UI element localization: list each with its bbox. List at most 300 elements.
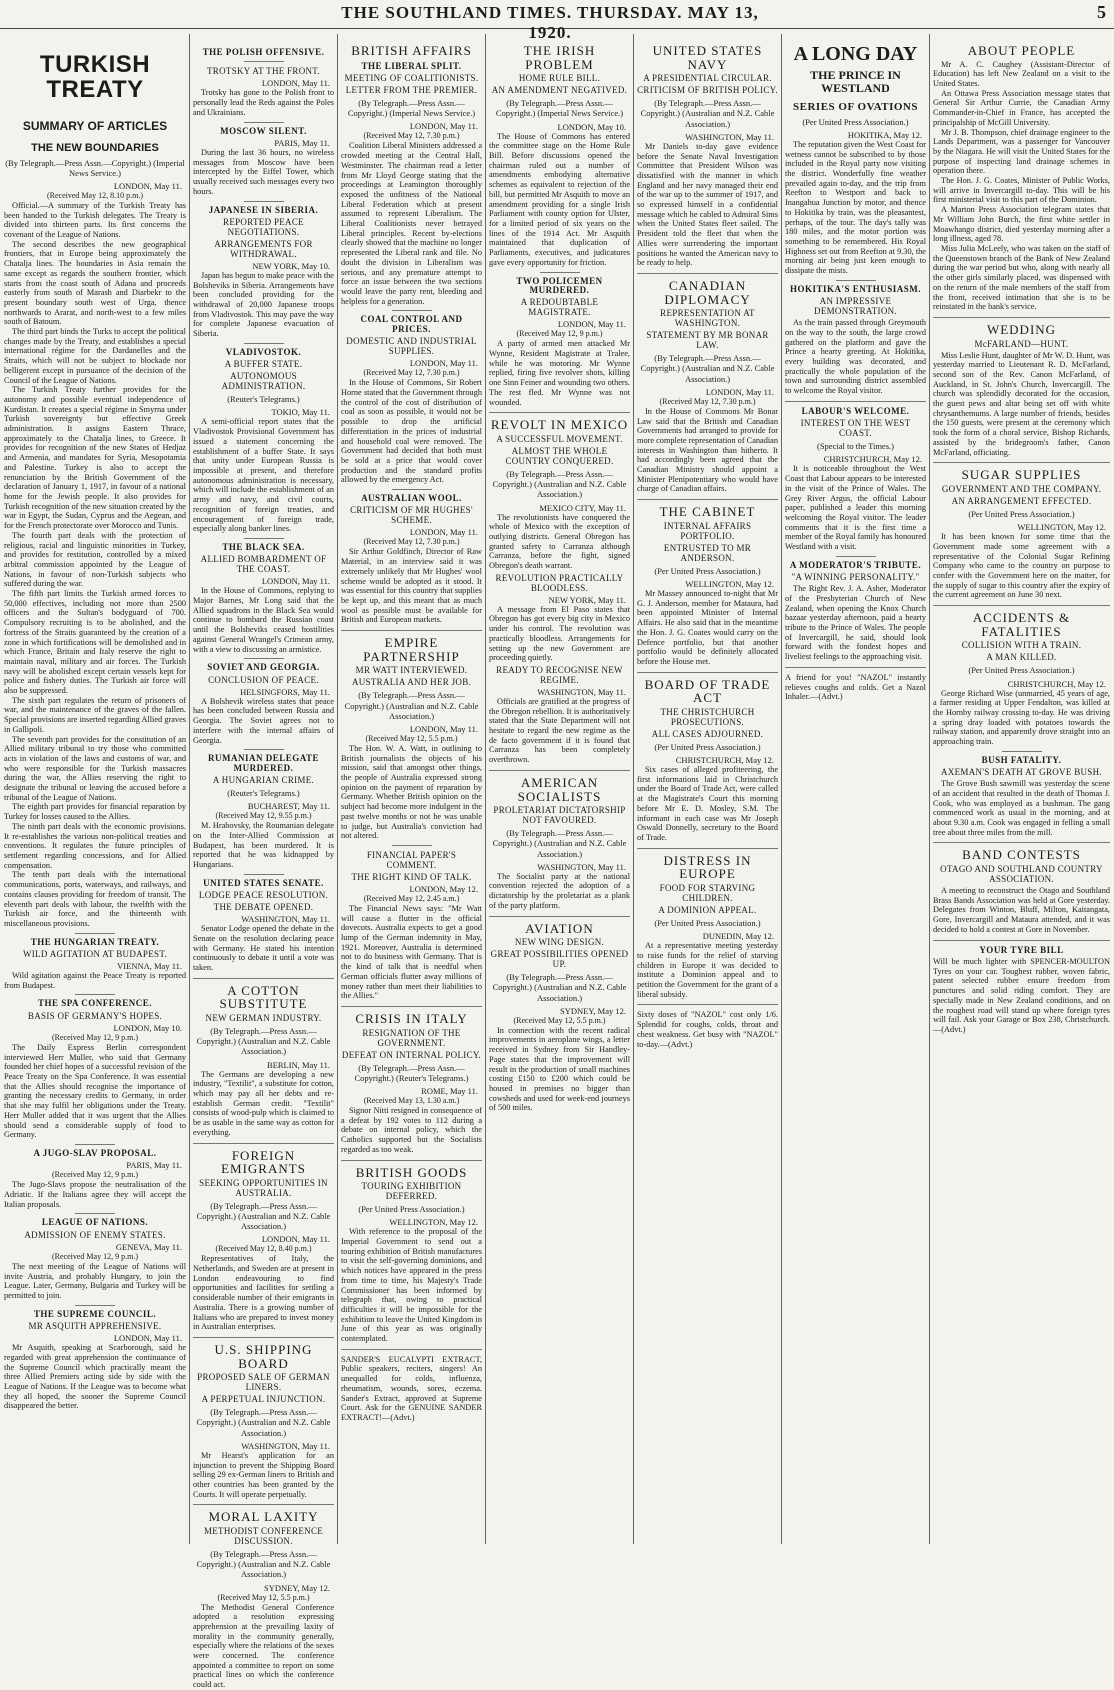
column-rule xyxy=(781,34,782,1544)
section-head: MORAL LAXITY xyxy=(208,1509,319,1525)
divider xyxy=(489,412,630,413)
divider xyxy=(75,994,115,995)
source-line: (Special to the Times.) xyxy=(817,441,894,452)
received-line: (Received May 12, 9 p.m.) xyxy=(52,1251,138,1261)
dateline: WELLINGTON, May 12. xyxy=(1017,522,1106,533)
divider xyxy=(637,273,778,274)
section-subhead: GREAT POSSIBILITIES OPENED UP. xyxy=(490,949,629,970)
divider xyxy=(637,1004,778,1005)
section-subhead: COLLISION WITH A TRAIN. xyxy=(961,640,1082,651)
paragraph: An Ottawa Press Association message states that General Sir Arthur Currie, the Canadian Army Commander-in-Chief in France, has accepted the principalship of McGill University. xyxy=(933,88,1110,127)
section-subhead: THE DEBATE OPENED. xyxy=(213,902,314,913)
paragraph: Official.—A summary of the Turkish Treaty has been handed to the Turkish delegates. The Treaty is divided into thirteen parts. Its first concerns the covenant of the League of Nations. xyxy=(4,200,186,239)
paragraph: The fifth part limits the Turkish armed forces to 50,000 effectives, including not more than 2500 officers and the Sultan's bodyguard of 700. Compulsory recruiting is to be abolished, and the fortress of the Straits guaranteed by the creation of a zone in which fortifications will be demolished and in which France, Britain and Italy reserve the right to maintain naval, military and air forces. The Turkish navy will be abolished except certain vessels kept for police and fishery duties. The Turkish air force will also be suppressed. xyxy=(4,589,186,696)
divider xyxy=(193,978,334,979)
paragraph: The Right Rev. J. A. Asher, Moderator of the Presbyterian Church of New Zealand, when opening the Knox Church bazaar yesterday afternoon, paid a hearty tribute to the Prince of Wales. The people of Invercargill, he said, should look forward with the fondest hopes and liveliest feelings to the approaching visit. xyxy=(785,584,926,662)
divider xyxy=(933,605,1110,606)
divider xyxy=(933,462,1110,463)
advertisement: Will be much lighter with SPENCER-MOULTON Tyres on your car. Toughest rubber, woven fabric, patent selected rubber ensure freedom from punctures and solid riding comfort. They are specially made in New Zealand conditions, and on the roughest road will stand up where foreign tyres will fail. Ask your Garage or Box 238, Christchurch.—(Advt.) xyxy=(933,956,1110,1034)
dateline: SYDNEY, May 12. xyxy=(264,1582,330,1593)
section-subhead: "A WINNING PERSONALITY." xyxy=(791,572,920,583)
paragraph: In connection with the recent radical improvements in aeroplane wings, a letter received in Sydney from Sir Handley-Page states that the improvement will result in the production of small machines costing £150 to £200 which could be housed in premises no bigger than cowsheds and used for week-end journeys of 500 miles. xyxy=(489,1025,630,1113)
dateline: LONDON, May 10. xyxy=(557,121,626,132)
source-line: (By Telegraph.—Press Assn.—Copyright.) (Australian and N.Z. Cable Association.) xyxy=(196,1200,331,1232)
column-rule xyxy=(485,34,486,1544)
dateline: WASHINGTON, May 11. xyxy=(241,914,330,925)
masthead-title: THE SOUTHLAND TIMES. THURSDAY. MAY 13, 1920. xyxy=(341,3,759,42)
dateline: WASHINGTON, May 11. xyxy=(241,1440,330,1451)
divider xyxy=(637,499,778,500)
divider xyxy=(392,845,432,846)
paragraph: The Turkish Treaty further provides for the autonomy and possible eventual independence of Kurdistan. It creates a special régime in Smyrna under Turkish sovereignty but effective Greek administration. It assigns Eastern Thrace, approximately to the Chatalja lines, to Greece. It provides for recognition of the new States of Hedjaz and Armenia, and mandates for Syria, Mesopotamia and Palestine. Turkey is also to accept the renunciation by the British Government of the declaration of January 1, 1917, in favour of a national home for the Jewish people. It also provides for Turkish recognition of the new situation created by the war in Egypt, the Sudan, Cyprus and the Aegean, and for the French protectorate over Morocco and Tunis. xyxy=(4,385,186,531)
received-line: (Received May 12, 9.55 p.m.) xyxy=(215,811,312,821)
dateline: CHRISTCHURCH, May 12. xyxy=(823,454,922,465)
divider xyxy=(244,749,284,750)
paragraph: At a representative meeting yesterday to raise funds for the relief of starving children in Europe it was decided to institute a Dominion appeal and to petition the Government for the grant of a liberal subsidy. xyxy=(637,941,778,999)
paragraph: A semi-official report states that the Vladivostok Provisional Government has issued a statement concerning the establishment of a buffer State. It says that unity under European Russia is impossible at present, and therefore autonomous administration is necessary, which will include the establishment of an army and navy, and civil courts, recognition of foreign treaties, and encouragement of foreign trade, especially along banker lines. xyxy=(193,417,334,534)
dateline: BERLIN, May 11. xyxy=(267,1059,330,1070)
paragraph: Mr Massey announced to-night that Mr G. J. Anderson, member for Mataura, had been appointed Minister of Internal Affairs. He also said that in the meantime the Hon. J. G. Coates would carry on the Defence portfolio, but that another portfolio would be definitely allocated before the House met. xyxy=(637,588,778,666)
paragraph: The reputation given the West Coast for wetness cannot be subscribed to by those included in the Royal party now visiting the district. Wonderfully fine weather prevailed again to-day, and the trip from Reefton to Westport and back to Inangahua Junction by motor, and thence to Hokitika by train, was the pleasantest, perhaps, of the tour. The day's tally was 180 miles, and the motor portion was something to be remembered. His Royal Highness set out from Reefton at 9.30, the morning air being just keen enough to dissipate the mists. xyxy=(785,139,926,276)
dateline: LONDON, May 11. xyxy=(261,576,330,587)
section-subhead: CONCLUSION OF PEACE. xyxy=(208,674,319,685)
column-2 xyxy=(193,34,334,1690)
section-subhead: CRITICISM OF BRITISH POLICY. xyxy=(637,85,778,96)
paragraph: The Socialist party at the national convention rejected the adoption of a dictatorship by the proletariat as a plank of the party platform. xyxy=(489,871,630,910)
advertisement: A friend for you! "NAZOL" instantly relieves coughs and colds. Get a Nazol Inhaler.—(Advt.) xyxy=(785,672,926,702)
section-subhead: THE RIGHT KIND OF TALK. xyxy=(351,871,472,882)
section-subhead: NEW GERMAN INDUSTRY. xyxy=(205,1013,322,1024)
paragraph: George Richard Wise (unmarried, 45 years of age, a farmer residing at Upper Fendalton, was killed at the Hornby railway crossing to-day. He was driving a spring dray loaded with potatoes towards the railway station, and apparently drove straight into an approaching train. xyxy=(933,688,1110,747)
source-line: (By Telegraph.—Press Assn.—Copyright.) (Australian and N.Z. Cable Association.) xyxy=(492,828,627,859)
divider xyxy=(933,317,1110,318)
paragraph: In the House of Commons, replying to Major Barnes, Mr Long said that the Allied squadrons in the Black Sea would continue to bombard the Russian coast until the Bolsheviks ceased hostilities against General Wrangel's Crimean army, with a view to discussing an armistice. xyxy=(193,586,334,654)
source-line: (By Telegraph.—Press Assn.—Copyright.) (Imperial News Service.) xyxy=(347,98,476,119)
section-subhead: AN ARRANGEMENT EFFECTED. xyxy=(951,495,1092,506)
paragraph: The seventh part provides for the constitution of an Allied military tribunal to try those who committed acts in violation of the laws and customs of war, and who were responsible for the Turkish massacres during the war, the Allies reserving the right to designate the tribunal or leaving the accused before a tribunal of the League of Nations. xyxy=(4,734,186,802)
column-rule xyxy=(633,34,634,1544)
dateline: LONDON, May 11. xyxy=(261,78,330,89)
section-subhead: REPRESENTATION AT WASHINGTON. xyxy=(660,308,755,329)
dateline: GENEVA, May 11. xyxy=(115,1241,182,1252)
advertisement: Sixty doses of "NAZOL" cost only 1/6. Splendid for coughs, colds, throat and chest weakness. Get busy with "NAZOL" to-day.—(Advt.) xyxy=(637,1010,778,1049)
paragraph: A Marton Press Association telegram states that Mr William John Burch, the first white settler in Moawhango district, died yesterday morning after a long illness, aged 78. xyxy=(933,205,1110,244)
section-head: THE SUPREME COUNCIL. xyxy=(33,1308,157,1319)
dateline: WELLINGTON, May 12. xyxy=(685,578,774,589)
paragraph: The Germans are developing a new industry, "Textilit", a substitute for cotton, which may pay all her debts and re-establish German credit. "Textilit" consists of wood-pulp which is claimed to be as usable in the same way as cotton for everything. xyxy=(193,1069,334,1137)
received-line: (Received May 12, 9 p.m.) xyxy=(52,1032,138,1042)
section-subhead: AUTONOMOUS ADMINISTRATION. xyxy=(221,371,306,392)
divider xyxy=(785,401,926,402)
divider xyxy=(341,1160,482,1161)
section-subhead: HOME RULE BILL. xyxy=(518,73,601,84)
divider xyxy=(341,630,482,631)
received-line: (Received May 12, 9 p.m.) xyxy=(52,1170,138,1180)
paragraph: It has been known for some time that the Government made some agreement with a representative of the Colonial Sugar Refining Company who came to the country on purpose to confer with the Government here on the matter, for the supply of sugar to this country after the expiry of the current agreement on June 30 next. xyxy=(933,532,1110,600)
section-subhead: TOURING EXHIBITION DEFERRED. xyxy=(361,1181,462,1202)
source-line: (By Telegraph.—Press Assn.—Copyright.) (Reuter's Telegrams.) xyxy=(354,1062,469,1083)
received-line: (Received May 12, 5.5 p.m.) xyxy=(513,1015,606,1025)
section-head: THE SPA CONFERENCE. xyxy=(37,998,153,1009)
section-head: WEDDING xyxy=(986,321,1057,337)
column-7 xyxy=(933,34,1110,1544)
dateline: LONDON, May 11. xyxy=(113,180,182,191)
section-subhead: MR WATT INTERVIEWED. xyxy=(355,665,468,676)
section-subhead: A MAN KILLED. xyxy=(986,652,1057,663)
source-line: (Per United Press Association.) xyxy=(654,917,761,928)
dateline: HELSINGFORS, May 11. xyxy=(240,686,330,697)
divider xyxy=(392,489,432,490)
paragraph: With reference to the proposal of the Imperial Government to send out a touring exhibition of British manufactures to visit the self-governing dominions, and which notices have appeared in the press from time to time, his Majesty's Trade Commissioner has been informed by telegraph that, owing to practical difficulties it will be impossible for the exhibition to leave the United Kingdom in June of this year as was originally contemplated. xyxy=(341,1227,482,1344)
section-head: BOARD OF TRADE ACT xyxy=(644,676,771,706)
section-subhead: A HUNGARIAN CRIME. xyxy=(212,775,315,786)
advertisement: SANDER'S EUCALYPTI EXTRACT, Public speakers, reciters, singers! An unequalled for colds, influenza, rheumatism, wounds, sores, eczema. Sander's Extract, approved at Supreme Court. Ask for the GENUINE SANDER EXTRACT!—(Advt.) xyxy=(341,1354,482,1422)
section-subhead: THE LIBERAL SPLIT. xyxy=(361,60,462,71)
section-subhead: ENTRUSTED TO MR ANDERSON. xyxy=(663,542,752,563)
section-subhead: MR ASQUITH APPREHENSIVE. xyxy=(28,1321,162,1332)
paragraph: Signor Nitti resigned in consequence of a defeat by 192 votes to 112 during a debate on internal policy, which the Catholics supported but the Socialists regarded as too weak. xyxy=(341,1106,482,1154)
paragraph: Miss Leslie Hunt, daughter of Mr W. D. Hunt, was yesterday married to Lieutenant R. D. McFarland, second son of the Rev. Canon McFarland, of Auckland, in St. John's Church, Invercargill. The church was splendidly decorated for the occasion, the guest pews and altar being set off with white chrysanthemums. A large number of friends, besides the 150 guests, were present at the ceremony which took the form of a choral service, Bishop Richards, assisted by the bridegroom's father, Canon McFarland, officiating. xyxy=(933,350,1110,457)
section-subhead: ALL CASES ADJOURNED. xyxy=(651,728,764,739)
section-subhead: METHODIST CONFERENCE DISCUSSION. xyxy=(203,1526,324,1546)
subheadline: SERIES OF OVATIONS xyxy=(793,101,918,114)
paragraph: The revolutionists have conquered the whole of Mexico with the exception of outlying districts. General Obregon has granted safety to Carranza although Carranza, before the fight, signed Obregon's death warrant. xyxy=(489,512,630,571)
paragraph: Mr A. C. Caughey (Assistant-Director of Education) has left New Zealand on a visit to the United States. xyxy=(933,59,1110,89)
paragraph: Wild agitation against the Peace Treaty is reported from Budapest. xyxy=(4,971,186,990)
source-line: (Reuter's Telegrams.) xyxy=(227,394,300,405)
paragraph: A message from El Paso states that Obregon has got every big city in Mexico under his control. The revolution was practically bloodless. Arrangements for setting up the new Government are proceeding quietly. xyxy=(489,604,630,663)
paragraph: M. Hrabovsky, the Roumanian delegate on the Inter-Allied Commission at Budapest, has been murdered. It is reported that he was kidnapped by Hungarians. xyxy=(193,821,334,870)
section-head: A COTTON SUBSTITUTE xyxy=(219,982,308,1012)
dateline: WASHINGTON, May 11. xyxy=(537,861,626,872)
dateline: LONDON, May 11. xyxy=(409,358,478,369)
section-subhead: ALMOST THE WHOLE COUNTRY CONQUERED. xyxy=(505,445,614,466)
divider xyxy=(193,1143,334,1144)
divider xyxy=(244,201,284,202)
dateline: PARIS, May 11. xyxy=(126,1160,182,1171)
divider xyxy=(244,122,284,123)
section-subhead: ADMISSION OF ENEMY STATES. xyxy=(24,1229,166,1240)
divider xyxy=(933,940,1110,941)
divider xyxy=(341,1349,482,1350)
paragraph: The Financial News says: "Mr Watt will cause a flutter in the official dovecots. Australia expects to get a good lump of the German indemnity in May, 1921. Moreover, Australia is determined not to do business with Germany. That is the kind of talk that is needful when German officials flutter away millions of money rather than meet their liabilities to the Allies." xyxy=(341,903,482,1001)
section-subhead: McFARLAND—HUNT. xyxy=(974,338,1069,349)
paragraph: Mr Daniels to-day gave evidence before the Senate Naval Investigation Committee that President Wilson was dissatisfied with the manner in which England and her navy managed their end of the war up to the summer of 1917, and so expressed himself in a confidential message which he cabled to Admiral Sims when the United States fleet sailed. The President told the fleet that when the Allies were surrendering the important positions he wanted the American navy to be ready to help. xyxy=(637,141,778,268)
section-subhead: SEEKING OPPORTUNITIES IN AUSTRALIA. xyxy=(199,1177,328,1198)
dateline: WELLINGTON, May 12. xyxy=(389,1217,478,1228)
paragraph: Six cases of alleged profiteering, the first informations laid in Christchurch under the Board of Trade Act, were called at the Magistrate's Court this morning before Mr E. D. Mosley, S.M. The informant in each case was Mr Joseph Oswald Donnelly, secretary to the Board of Trade. xyxy=(637,765,778,842)
section-head: ACCIDENTS & FATALITIES xyxy=(972,610,1071,639)
source-line: (Per United Press Association.) xyxy=(358,1204,465,1215)
dateline: CHRISTCHURCH, May 12. xyxy=(1007,678,1106,689)
column-rule xyxy=(337,34,338,1544)
dateline: NEW YORK, May 10. xyxy=(252,260,330,271)
section-subhead: REPORTED PEACE NEGOTIATIONS. xyxy=(223,216,304,237)
section-subhead: PROPOSED SALE OF GERMAN LINERS. xyxy=(197,1372,330,1393)
divider xyxy=(244,538,284,539)
section-subhead: ALLIED BOMBARDMENT OF THE COAST. xyxy=(200,554,327,575)
section-head: ABOUT PEOPLE xyxy=(967,43,1076,58)
paragraph: The House of Commons has entered the committee stage on the Home Rule Bill. Before discussions opened the chairman ruled out a number of amendments embodying alternative schemes as equivalent to rejection of the bill, but permitted Mr Asquith to move an amendment providing for a single Irish Parliament with county option for Ulster, for a limited period of six years on the lines of the 1914 Act. Mr Asquith maintained that duplication of Parliaments, executives, and judicatures gave every opportunity for friction. xyxy=(489,131,630,267)
section-subhead: AXEMAN'S DEATH AT GROVE BUSH. xyxy=(941,767,1102,778)
column-3 xyxy=(341,34,482,1544)
received-line: (Received May 12, 8.10 p.m.) xyxy=(47,190,143,200)
section-head: TWO POLICEMEN MURDERED. xyxy=(516,275,603,295)
paragraph: The Hon. W. A. Watt, in outlining to British journalists the objects of his mission, said that amongst other things, the people of Australia expressed strong opinion on the payment of reparation by Germany. Whether British opinion on the subject had become more indulgent in the past twelve months or not he was unable to judge, but Australia's conviction had not altered. xyxy=(341,743,482,841)
source-line: (Per United Press Association.) xyxy=(968,665,1075,676)
section-head: THE IRISH PROBLEM xyxy=(523,43,596,72)
received-line: (Received May 12, 7.30 p.m.) xyxy=(363,537,460,547)
dateline: ROME, May 11. xyxy=(421,1086,478,1096)
section-head: BRITISH AFFAIRS xyxy=(351,43,472,58)
received-line: (Received May 12, 5.5 p.m.) xyxy=(365,733,458,743)
section-head: THE HUNGARIAN TREATY. xyxy=(30,936,160,947)
section-subhead: TROTSKY AT THE FRONT. xyxy=(207,66,320,77)
section-head: FOREIGN EMIGRANTS xyxy=(221,1147,306,1177)
column-rule xyxy=(189,34,190,1544)
paragraph: In the House of Commons, Sir Robert Horne stated that the Government through the control of the cost of distribution of coal as soon as possible, it would not be possible to drop the artificial differentiation in the prices of industrial and household coal were removed. The Government had decided that both must be sold at a price that would cover production and the standard profits allowed by the emergency Act. xyxy=(341,378,482,485)
section-subhead: GOVERNMENT AND THE COMPANY. xyxy=(941,483,1102,494)
source-line: (By Telegraph.—Press Assn.—Copyright.) (Australian and N.Z. Cable Association.) xyxy=(640,98,775,129)
dateline: VIENNA, May 11. xyxy=(117,961,182,972)
dateline: SYDNEY, May 12. xyxy=(560,1005,626,1016)
section-head: CRISIS IN ITALY xyxy=(355,1010,468,1026)
divider xyxy=(540,272,580,273)
source-line: (By Telegraph.—Press Assn.—Copyright.) (Imperial News Service.) xyxy=(5,157,185,178)
paragraph: The ninth part deals with the economic provisions. It re-establishes the various non-political treaties and conventions. It regulates the future principles of settlement regarding concessions, and for Allied compensation. xyxy=(4,821,186,870)
headline: TURKISH TREATY xyxy=(39,51,151,104)
paragraph: The Hon. J. G. Coates, Minister of Public Works, will arrive in Invercargill to-day. This will be his first ministerial visit to this part of the Dominion. xyxy=(933,176,1110,205)
section-subhead: FINANCIAL PAPER'S COMMENT. xyxy=(366,849,457,870)
section-subhead: LETTER FROM THE PREMIER. xyxy=(345,85,478,96)
masthead xyxy=(0,0,1114,42)
source-line: (Per United Press Association.) xyxy=(654,741,761,752)
section-subhead: LODGE PEACE RESOLUTION. xyxy=(198,890,329,901)
paragraph: Miss Julia McLeely, who was taken on the staff of the Queenstown branch of the Bank of New Zealand during the war period but who, along with nearly all the other girls similarly placed, was dispensed with on the return of the male members of the staff from the front, received intimation that she is to be reinstated in the bank's service. xyxy=(933,244,1110,312)
section-head: SUGAR SUPPLIES xyxy=(961,467,1082,483)
paragraph: It is noticeable throughout the West Coast that Labour appears to be interested in the visit of the Prince of Wales. The Grey River Argus, the official Labour paper, published a leader this morning welcoming the Royal visitor. The leader comments that it is the first time a member of the Royal family has honoured Westland with a visit. xyxy=(785,464,926,552)
column-6 xyxy=(785,34,926,1544)
received-line: (Received May 12, 7.30 p.m.) xyxy=(363,368,460,378)
page-number: 5 xyxy=(1097,2,1106,22)
divider xyxy=(75,933,115,934)
section-subhead: DEFEAT ON INTERNAL POLICY. xyxy=(341,1049,482,1060)
section-subhead: RESIGNATION OF THE GOVERNMENT. xyxy=(362,1027,461,1048)
paragraph: Trotsky has gone to the Polish front to personally lead the Reds against the Poles and Ukrainians. xyxy=(193,88,334,117)
received-line: (Received May 12, 9 p.m.) xyxy=(516,329,603,339)
dateline: LONDON, May 12. xyxy=(409,883,478,894)
divider xyxy=(489,916,630,917)
paragraph: Sir Arthur Goldfinch, Director of Raw Material, in an interview said it was extremely unlikely that Mr Hughes' wool scheme would be adopted as it stood. It was essential for this country that supplies be kept up, and this meant that as much wool as possible must be available for British and European markets. xyxy=(341,547,482,625)
paragraph: Mr Hearst's application for an injunction to prevent the Shipping Board selling 29 ex-German liners to British and other countries has been granted by the Courts. It will operate perpetually. xyxy=(193,1450,334,1499)
dateline: LONDON, May 11. xyxy=(409,121,478,132)
section-subhead: A PERPETUAL INJUNCTION. xyxy=(201,1394,326,1405)
section-head: LABOUR'S WELCOME. xyxy=(801,405,910,416)
section-head: THE BLACK SEA. xyxy=(222,541,305,552)
section-head: A JUGO-SLAV PROPOSAL. xyxy=(33,1147,157,1158)
section-subhead: AN AMENDMENT NEGATIVED. xyxy=(491,85,628,96)
section-subhead: A DOMINION APPEAL. xyxy=(658,904,757,915)
dateline: CHRISTCHURCH, May 12. xyxy=(675,755,774,766)
section-subhead: A REDOUBTABLE MAGISTRATE. xyxy=(520,297,599,318)
section-head: UNITED STATES SENATE. xyxy=(203,877,324,888)
divider xyxy=(341,1006,482,1007)
section-subhead: AUSTRALIA AND HER JOB. xyxy=(351,677,472,688)
dateline: LONDON, May 11. xyxy=(409,527,478,538)
column-1 xyxy=(4,34,186,1544)
section-subhead: MEETING OF COALITIONISTS. xyxy=(344,73,479,84)
section-head: MOSCOW SILENT. xyxy=(220,125,307,136)
paragraph: The tenth part deals with the international communications, ports, waterways, and railways, and contains clauses providing for freedom of transit. The eleventh part deals with labour, the twelfth with the Turkish air force, and the thirteenth with miscellaneous provisions. xyxy=(4,870,186,928)
divider xyxy=(836,280,876,281)
section-subhead: PROLETARIAT DICTATORSHIP NOT FAVOURED. xyxy=(493,805,626,826)
section-subhead: AN IMPRESSIVE DEMONSTRATION. xyxy=(814,296,897,317)
paragraph: The eighth part provides for financial reparation by Turkey for losses caused to the Allies. xyxy=(4,802,186,822)
dateline: HOKITIKA, May 12. xyxy=(847,129,922,140)
received-line: (Received May 12, 5.5 p.m.) xyxy=(217,1592,310,1602)
divider xyxy=(193,1504,334,1505)
divider xyxy=(244,658,284,659)
source-line: (By Telegraph.—Press Assn.—Copyright.) (Australian and N.Z. Cable Association.) xyxy=(196,1407,331,1438)
section-head: AUSTRALIAN WOOL. xyxy=(361,493,462,504)
section-subhead: ARRANGEMENTS FOR WITHDRAWAL. xyxy=(214,238,313,259)
section-head: BRITISH GOODS xyxy=(355,1164,468,1180)
divider xyxy=(836,556,876,557)
subheadline: THE PRINCE IN WESTLAND xyxy=(810,68,901,95)
section-head: UNITED STATES NAVY xyxy=(652,43,763,72)
section-subhead: INTERNAL AFFAIRS PORTFOLIO. xyxy=(663,520,752,541)
section-subhead: STATEMENT BY MR BONAR LAW. xyxy=(646,330,769,351)
received-line: (Received May 12, 7.30 p.m.) xyxy=(659,396,756,406)
section-head: EMPIRE PARTNERSHIP xyxy=(363,635,460,664)
divider xyxy=(244,343,284,344)
section-subhead: DOMESTIC AND INDUSTRIAL SUPPLIES. xyxy=(346,336,477,357)
dateline: LONDON, May 10. xyxy=(113,1022,182,1033)
section-subhead: WILD AGITATION AT BUDAPEST. xyxy=(22,949,168,960)
paragraph: Senator Lodge opened the debate in the Senate on the resolution declaring peace with Germany. He stated his intention continuously to debate it until a vote was taken. xyxy=(193,924,334,973)
dateline: MEXICO CITY, May 11. xyxy=(539,502,626,513)
section-head: COAL CONTROL AND PRICES. xyxy=(360,314,463,334)
section-subhead: A BUFFER STATE. xyxy=(224,359,303,370)
dateline: TOKIO, May 11. xyxy=(271,407,330,418)
dateline: PARIS, May 11. xyxy=(274,137,330,148)
divider xyxy=(193,1337,334,1338)
source-line: (Per United Press Association.) xyxy=(654,565,761,576)
source-line: (By Telegraph.—Press Assn.—Copyright.) (Australian and N.Z. Cable Association.) xyxy=(196,1026,331,1057)
paragraph: Mr Asquith, speaking at Scarborough, said he regarded with great apprehension the continuance of the Supreme Council which practically meant the three Allied Premiers acting side by side with the League of Nations. If the League was to become what they all hoped, the sooner the Supreme Council disappeared the better. xyxy=(4,1343,186,1411)
received-line: (Received May 13, 1.30 a.m.) xyxy=(363,1096,460,1105)
paragraph: The Grove Bush sawmill was yesterday the scene of an accident that resulted in the death of Thomas J. Cook, who was employed as a bushman. The gang commenced work as usual in the morning, and at about 9.30 a.m. Cook was engaged in felling a small tree about three miles from the mill. xyxy=(933,779,1110,837)
divider xyxy=(1002,751,1042,752)
section-head: VLADIVOSTOK. xyxy=(225,346,302,357)
section-head: HOKITIKA'S ENTHUSIASM. xyxy=(789,283,922,294)
section-head: JAPANESE IN SIBERIA. xyxy=(208,204,319,215)
section-head: THE CABINET xyxy=(659,504,756,520)
received-line: (Received May 12, 7.30 p.m.) xyxy=(363,131,460,141)
source-line: (By Telegraph.—Press Assn.—Copyright.) (Australian and N.Z. Cable Association.) xyxy=(196,1549,331,1580)
divider xyxy=(933,842,1110,843)
paragraph: The third part binds the Turks to accept the political changes made by the Treaty, and establishes a special international régime for the Dardanelles and the Straits, which will not be subject to blockade nor belligerent except in pursuance of the decision of the Council of the League of Nations. xyxy=(4,327,186,385)
paragraph: Coalition Liberal Ministers addressed a crowded meeting at the Central Hall, Westminster. The chairman read a letter from Mr Lloyd George stating that the proceedings at Leamington thoroughly exposed the unfitness of the National Liberal Federation which at present assumed to represent Liberalism. The Liberal Coalitionists never betrayed Liberal principles. Recent by-elections clearly showed that the machine no longer represented the Liberal rank and file. No doubt the division in Liberalism was serious, and any premature attempt to force an issue between the two sections would leave the party rent, bleeding and helpless for a generation. xyxy=(341,141,482,306)
dateline: LONDON, May 11. xyxy=(409,723,478,734)
section-subhead: OTAGO AND SOUTHLAND COUNTRY ASSOCIATION. xyxy=(940,864,1103,885)
section-head: AVIATION xyxy=(525,920,594,936)
dateline: DUNEDIN, May 12. xyxy=(702,931,774,942)
dateline: NEW YORK, May 11. xyxy=(548,594,626,605)
divider xyxy=(392,310,432,311)
section-subhead: FOOD FOR STARVING CHILDREN. xyxy=(659,882,756,903)
subheadline: THE NEW BOUNDARIES xyxy=(31,141,159,154)
source-line: (By Telegraph.—Press Assn.—Copyright.) (Imperial News Service.) xyxy=(495,98,624,119)
source-line: (By Telegraph.—Press Assn.—Copyright.) (Australian and N.Z. Cable Association.) xyxy=(344,690,479,721)
divider xyxy=(75,1144,115,1145)
source-line: (By Telegraph.—Press Assn.—Copyright.) (Australian and N.Z. Cable Association.) xyxy=(492,972,627,1003)
paragraph: The Daily Express Berlin correspondent interviewed Herr Muller, who said that Germany founded her chief hopes of a successful revision of the Peace Treaty on the Spa Conference. It was essential that the Allies should recognise the importance of granting the necessary credits to Germany, in order that she may fulfil her obligations under the Treaty. Herr Muller added that it was urgent that the Allies should send a considerable supply of food to Germany. xyxy=(4,1042,186,1140)
paragraph: Representatives of Italy, the Netherlands, and Sweden are at present in London endeavouring to find opportunities and facilities for settling a considerable number of their emigrants in Australia. There is a growing number of Italians who are prepared to invest money in Australian enterprises. xyxy=(193,1254,334,1332)
section-head: U.S. SHIPPING BOARD xyxy=(214,1342,313,1371)
section-subhead: NEW WING DESIGN. xyxy=(514,937,605,948)
paragraph: As the train passed through Greymouth on the way to the south, the large crowd gathered on the platform and gave the Prince a hearty greeting. At Hokitika, every building was decorated, and practically the whole population of the town and surrounding district assembled to welcome the Royal visitor. xyxy=(785,318,926,396)
received-line: (Received May 12, 2.45 a.m.) xyxy=(363,893,460,903)
section-head: BUSH FATALITY. xyxy=(981,754,1062,765)
paragraph: The fourth part deals with the protection of religious, racial and linguistic minorities in Turkey, and provides for restitution, controlled by a mixed arbitral commission appointed by the League of Nations, in favour of non-Turkish subjects who suffered during the war. xyxy=(4,530,186,589)
dateline: WASHINGTON, May 11. xyxy=(685,131,774,142)
paragraph: The sixth part regulates the return of prisoners of war, and the maintenance of the graves of the fallen. Special provisions are inserted regarding Allied graves in Gallipoli. xyxy=(4,695,186,734)
divider xyxy=(785,667,926,668)
dateline: BUCHAREST, May 11. xyxy=(247,801,330,812)
column-rule xyxy=(929,34,930,1544)
column-5 xyxy=(637,34,778,1544)
section-head: AMERICAN SOCIALISTS xyxy=(517,774,602,804)
section-head: SOVIET AND GEORGIA. xyxy=(207,662,320,673)
section-head: REVOLT IN MEXICO xyxy=(490,417,629,433)
source-line: (Per United Press Association.) xyxy=(802,116,909,127)
divider xyxy=(637,672,778,673)
section-subhead: BASIS OF GERMANY'S HOPES. xyxy=(27,1010,163,1021)
divider xyxy=(75,1213,115,1214)
dateline: LONDON, May 11. xyxy=(557,319,626,330)
divider xyxy=(244,874,284,875)
section-subhead: REVOLUTION PRACTICALLY BLOODLESS. xyxy=(495,572,624,593)
section-head: DISTRESS IN EUROPE xyxy=(663,852,752,882)
source-line: (By Telegraph.—Press Assn.—Copyright.) (Australian and N.Z. Cable Association.) xyxy=(492,468,627,500)
paragraph: Japan has begun to make peace with the Bolsheviks in Siberia. Arrangements have been concluded providing for the withdrawal of 20,000 Japanese troops from Vladivostok. This may pave the way for complete Japanese evacuation of Siberia. xyxy=(193,270,334,339)
section-subhead: THE CHRISTCHURCH PROSECUTIONS. xyxy=(660,706,755,727)
paragraph: The next meeting of the League of Nations will invite Austria, and probably Hungary, to join the League. Later, Germany, Bulgaria and Turkey will be permitted to join. xyxy=(4,1261,186,1301)
divider xyxy=(244,61,284,62)
divider xyxy=(637,848,778,849)
dateline: LONDON, May 11. xyxy=(113,1333,182,1344)
section-head: YOUR TYRE BILL xyxy=(979,944,1064,955)
section-head: RUMANIAN DELEGATE MURDERED. xyxy=(207,753,320,773)
section-head: THE POLISH OFFENSIVE. xyxy=(202,47,325,57)
paragraph: A party of armed men attacked Mr Wynne, Resident Magistrate at Tralee, while he was motoring. Mr Wynne replied, firing five revolver shots, killing one Sinn Feiner and wounding two others. The rest fled. Mr Wynne was not wounded. xyxy=(489,339,630,407)
divider xyxy=(75,1305,115,1306)
source-line: (Reuter's Telegrams.) xyxy=(227,788,300,799)
subheadline: SUMMARY OF ARTICLES xyxy=(22,119,168,134)
paragraph: A meeting to reconstruct the Otago and Southland Brass Bands Association was held at Gore yesterday. Delegates from Winton, Bluff, Milton, Kaitangata, Gore, Invercargill and Mataura attended, and it was decided to hold a contest at Gore in November. xyxy=(933,886,1110,934)
section-head: LEAGUE OF NATIONS. xyxy=(41,1217,149,1228)
section-head: A MODERATOR'S TRIBUTE. xyxy=(789,559,922,570)
dateline: LONDON, May 11. xyxy=(705,386,774,397)
section-subhead: A SUCCESSFUL MOVEMENT. xyxy=(496,433,623,444)
section-subhead: READY TO RECOGNISE NEW REGIME. xyxy=(496,664,623,685)
received-line: (Received May 12, 8.40 p.m.) xyxy=(215,1244,312,1254)
section-subhead: INTEREST ON THE WEST COAST. xyxy=(800,418,911,439)
paragraph: A Bolshevik wireless states that peace has been concluded between Russia and Georgia. The Soviet agrees not to interfere with the internal affairs of Georgia. xyxy=(193,696,334,745)
paragraph: The second describes the new geographical frontiers, that in Europe being approximately the Chatalja lines. The boundaries in Asia remain the same except as regards the southern frontier, which starts from the coast south of Adana and proceeds easterly from south of Marash and Diarbekr to the present boundary south west of Urga, thence northwards to Ararat, and north-west to a few miles south of Batoum. xyxy=(4,239,186,327)
dateline: LONDON, May 11. xyxy=(261,1234,330,1245)
